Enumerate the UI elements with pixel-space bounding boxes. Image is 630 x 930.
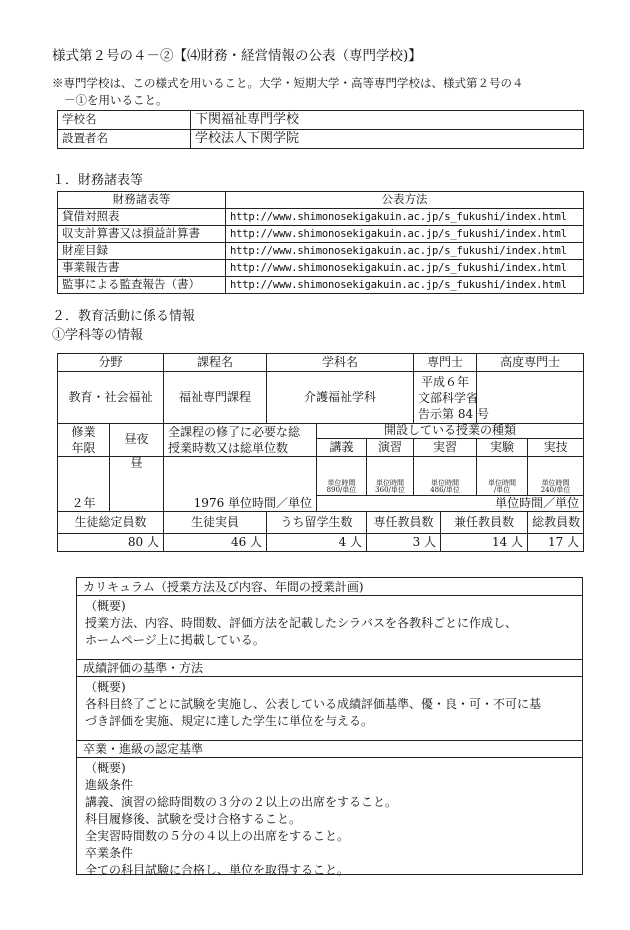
students-value: 46 人: [164, 534, 267, 552]
school-name-value: 下関福祉専門学校: [191, 111, 584, 130]
practical-skill-units: [528, 457, 584, 496]
field-header: 分野: [58, 354, 164, 372]
department-table: [57, 353, 584, 552]
curriculum-title: カリキュラム（授業方法及び内容、年間の授業計画): [77, 578, 582, 596]
school-table: [57, 110, 584, 149]
senmonshi-line-3: 告示第 84 号: [418, 406, 489, 421]
students-total-header: 生徒総定員数: [58, 512, 164, 534]
unit-label: 単位時間: [327, 478, 356, 487]
years-header: [58, 424, 110, 457]
seminar-units: [367, 457, 414, 496]
info-box: [76, 577, 583, 875]
publish-url: http://www.shimonosekigakuin.ac.jp/s_fukushi/index.html: [226, 226, 584, 243]
unit-value: 240/単位: [540, 486, 571, 495]
years-header-line-2: 年限: [71, 441, 96, 455]
total-hours-header: [164, 424, 317, 457]
curriculum-line-2: ホームページ上に掲載している。: [85, 633, 265, 647]
experiment-units: [477, 457, 528, 496]
dept-header: 学科名: [267, 354, 414, 372]
dayeve-value: 昼: [110, 457, 164, 512]
kind-experiment: 実験: [477, 438, 528, 456]
senmonshi-header: 専門士: [414, 354, 477, 372]
total-hours-header-line-2: 授業時数又は総単位数: [168, 441, 289, 455]
dayeve-header: 昼夜: [110, 424, 164, 457]
table-row: [58, 277, 584, 294]
kind-practicum: 実習: [414, 438, 477, 456]
publish-url: http://www.shimonosekigakuin.ac.jp/s_fukushi/index.html: [226, 243, 584, 260]
grading-outline: （概要): [85, 680, 126, 694]
school-name-label: 学校名: [58, 111, 191, 130]
class-kinds-total-unit: 単位時間／単位: [317, 496, 584, 512]
finance-col-header: 財務諸表等: [58, 192, 226, 209]
teachers-total-value: 17 人: [528, 534, 584, 552]
finance-heading: １．財務諸表等: [52, 173, 144, 188]
unit-value: /単位: [493, 486, 511, 495]
graduation-line: 科目履修後、試験を受け合格すること。: [85, 812, 302, 826]
publish-url: http://www.shimonosekigakuin.ac.jp/s_fukushi/index.html: [226, 209, 584, 226]
education-heading: ２．教育活動に係る情報: [52, 309, 196, 324]
finance-item: 監事による監査報告（書）: [58, 277, 226, 294]
unit-label: 単位時間: [376, 478, 405, 487]
table-row: [58, 243, 584, 260]
education-subheading: ①学科等の情報: [52, 328, 144, 343]
publish-url: http://www.shimonosekigakuin.ac.jp/s_fukushi/index.html: [226, 277, 584, 294]
field-value: 教育・社会福祉: [58, 372, 164, 424]
graduation-line: 全ての科目試験に合格し、単位を取得すること。: [85, 863, 350, 877]
graduation-line: 全実習時間数の５分の４以上の出席をすること。: [85, 829, 350, 843]
founder-label: 設置者名: [58, 130, 191, 149]
years-value: ２年: [58, 457, 110, 512]
senmonshi-line-2: 文部科学省: [418, 390, 479, 405]
curriculum-outline: （概要): [85, 599, 126, 613]
teachers-total-header: 総教員数: [528, 512, 584, 534]
graduation-line: 講義、演習の総時間数の３分の２以上の出席をすること。: [85, 795, 398, 809]
practicum-units: [414, 457, 477, 496]
parttime-teachers-value: 14 人: [441, 534, 528, 552]
unit-value: 360/単位: [375, 486, 405, 495]
kodo-senmonshi-header: 高度専門士: [477, 354, 584, 372]
grading-title: 成績評価の基準・方法: [77, 659, 582, 677]
fulltime-teachers-value: 3 人: [367, 534, 441, 552]
course-header: 課程名: [164, 354, 267, 372]
finance-item: 収支計算書又は損益計算書: [58, 226, 226, 243]
curriculum-line-1: 授業方法、内容、時間数、評価方法を記載したシラバスを各教科ごとに作成し、: [85, 616, 518, 630]
total-hours-header-line-1: 全課程の修了に必要な総: [168, 425, 301, 439]
unit-value: 890/単位: [326, 486, 357, 495]
intl-students-value: 4 人: [267, 534, 367, 552]
lecture-units: [317, 457, 367, 496]
publish-url: http://www.shimonosekigakuin.ac.jp/s_fukushi/index.html: [226, 260, 584, 277]
table-row: [58, 226, 584, 243]
intl-students-header: うち留学生数: [267, 512, 367, 534]
grading-line-1: 各科目終了ごとに試験を実施し、公表している成績評価基準、優・良・可・不可に基: [85, 697, 542, 711]
table-row: [58, 209, 584, 226]
graduation-line: 卒業条件: [85, 846, 134, 860]
unit-label: 単位時間: [541, 478, 570, 487]
graduation-line: 進級条件: [85, 778, 134, 792]
parttime-teachers-header: 兼任教員数: [441, 512, 528, 534]
kind-seminar: 演習: [367, 438, 414, 456]
class-kinds-header: 開設している授業の種類: [317, 424, 584, 439]
years-header-line-1: 修業: [71, 425, 96, 439]
kind-lecture: 講義: [317, 438, 367, 456]
fulltime-teachers-header: 専任教員数: [367, 512, 441, 534]
kodo-senmonshi-value: [477, 372, 584, 424]
unit-label: 単位時間: [431, 478, 460, 487]
note-line-1: ※専門学校は、この様式を用いること。大学・短期大学・高等専門学校は、様式第２号の４: [52, 76, 524, 90]
students-header: 生徒実員: [164, 512, 267, 534]
founder-value: 学校法人下関学院: [191, 130, 584, 149]
course-value: 福祉専門課程: [164, 372, 267, 424]
note-line-2: －①を用いること。: [64, 93, 168, 107]
grading-line-2: づき評価を実施、規定に達した学生に単位を与える。: [85, 714, 374, 728]
page-title: 様式第２号の４－②【⑷財務・経営情報の公表（専門学校)】: [52, 48, 422, 64]
total-hours-value: 1976 単位時間／単位: [164, 457, 317, 512]
publish-col-header: 公表方法: [226, 192, 584, 209]
finance-item: 財産目録: [58, 243, 226, 260]
unit-value: 486/単位: [430, 486, 460, 495]
graduation-title: 卒業・進級の認定基準: [77, 740, 582, 758]
finance-item: 貸借対照表: [58, 209, 226, 226]
table-row: [58, 260, 584, 277]
kind-practical-skill: 実技: [528, 438, 584, 456]
finance-table: [57, 191, 584, 294]
finance-item: 事業報告書: [58, 260, 226, 277]
dept-value: 介護福祉学科: [267, 372, 414, 424]
students-total-value: 80 人: [58, 534, 164, 552]
senmonshi-value: [414, 372, 489, 424]
senmonshi-line-1: 平成６年: [421, 374, 470, 389]
unit-label: 単位時間: [488, 478, 517, 487]
graduation-outline: （概要): [85, 761, 126, 775]
